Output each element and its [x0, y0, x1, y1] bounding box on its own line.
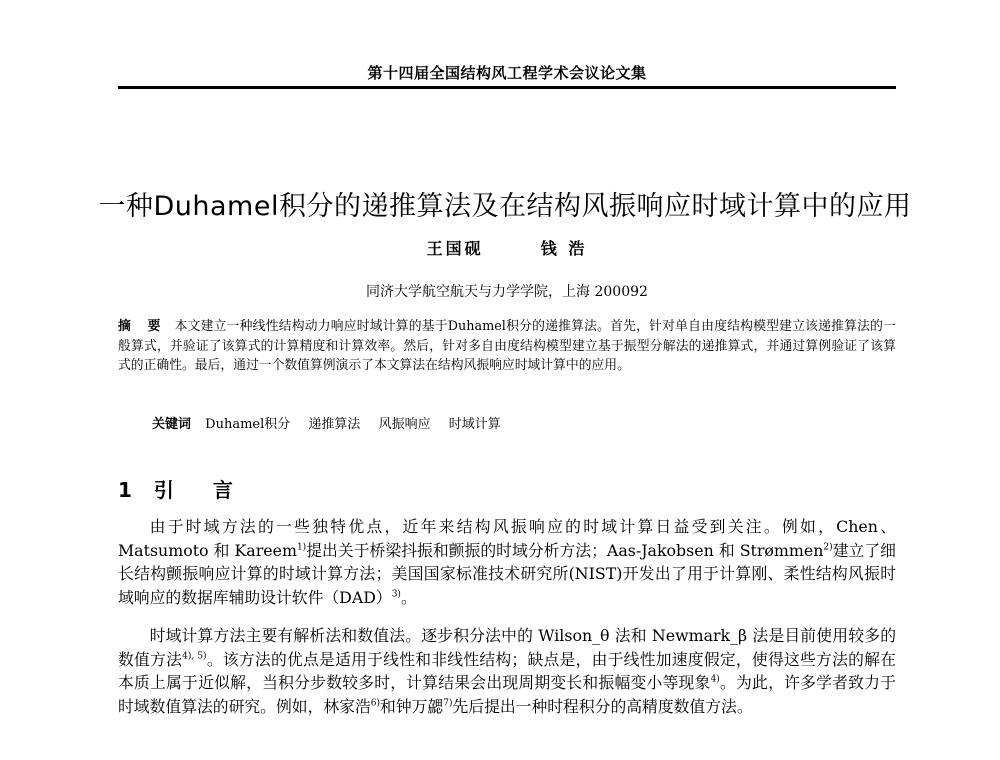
abstract-label: 摘 要: [118, 319, 167, 334]
affiliation: 同济大学航空航天与力学学院，上海 200092: [366, 284, 648, 300]
authors: [118, 236, 896, 259]
header-rule: [118, 86, 896, 89]
citation-ref: 3): [391, 589, 401, 600]
citation-ref: 7): [443, 698, 453, 709]
text-run: 建立了细长结构颤振响应计算的时域计算方法；美国国家标准技术研究所(NIST)开发出了用于计算刚、柔性结构风振时域响应的数据库辅助设计软件（DAD）: [118, 540, 896, 607]
keyword: 递推算法: [308, 417, 361, 432]
body-paragraph-1: [118, 515, 896, 609]
abstract-text: 本文建立一种线性结构动力响应时域计算的基于Duhamel积分的递推算法。首先，针对单自由度结构模型建立该递推算法的一般算式，并验证了该算式的计算精度和计算效率。然后，针对多自由度结构模型建立基于振型分解法的递推算式，并通过算例验证了该算式的正确性。最后，通过一个数值算例演示了本文算法在结构风振响应时域计算中的应用。: [118, 319, 896, 373]
citation-ref: 4), 5): [182, 651, 207, 662]
keywords: [152, 413, 892, 432]
citation-ref: 1): [296, 542, 307, 553]
keyword: 时域计算: [448, 417, 501, 432]
text-run: 。该方法的优点是适用于线性和非线性结构；缺点是，由于线性加速度假定，使得这些方法的解在本质上属于近似解，当积分步数较多时，计算结果会出现周期变长和振幅变小等现象: [118, 649, 896, 692]
text-run: 由于时域方法的一些独特优点，近年来结构风振响应的时域计算日益受到关注。例如，Chen、Matsumoto 和 Kareem: [118, 517, 896, 560]
citation-ref: 4): [710, 674, 720, 685]
citation-ref: 2): [823, 542, 833, 553]
text-run: 提出关于桥梁抖振和颤振的时域分析方法；Aas-Jakobsen 和 Strømmen: [306, 540, 824, 560]
author-1: 王国砚: [426, 239, 484, 258]
section-heading: [118, 474, 249, 503]
keyword: 风振响应: [378, 417, 431, 432]
text-run: 和钟万勰: [380, 696, 444, 716]
keywords-label: 关键词: [152, 417, 192, 432]
text-run: 时域计算方法主要有解析法和数值法。逐步积分法中的 Wilson_θ 法和 Newmark_β 法是目前使用较多的数值方法: [118, 626, 896, 669]
author-2: 钱 浩: [540, 239, 588, 258]
text-run: 先后提出一种时程积分的高精度数值方法。: [452, 696, 753, 716]
section-number: 1: [118, 478, 132, 502]
section-title: 引 言: [153, 478, 249, 502]
paper-title: 一种Duhamel积分的递推算法及在结构风振响应时域计算中的应用: [98, 191, 912, 222]
body-paragraph-2: [118, 624, 896, 718]
text-run: 。: [400, 587, 417, 607]
running-header: 第十四届全国结构风工程学术会议论文集: [367, 64, 647, 82]
keyword: Duhamel积分: [205, 417, 291, 432]
text-run: 。为此，许多学者致力于时域数值算法的研究。例如，林家浩: [118, 673, 896, 716]
abstract: [118, 317, 896, 376]
citation-ref: 6): [370, 698, 381, 709]
